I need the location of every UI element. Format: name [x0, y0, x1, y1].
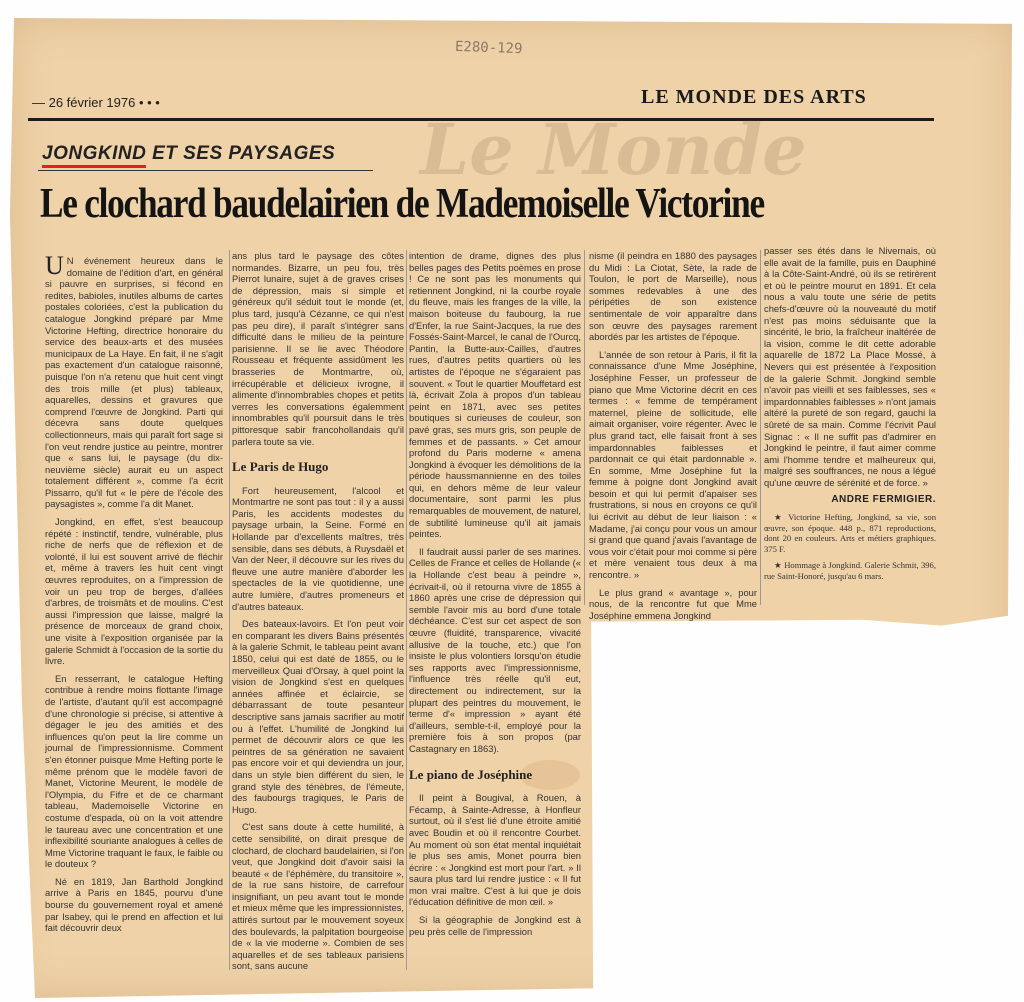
paragraph: nisme (il peindra en 1880 des paysages du Midi : La Ciotat, Sète, la rade de Toulon, le port de Marseille), nous sommes redevables à une des péripéties de son existence sentimentale de voir apparaître dans son œuvre des paysages rarement abordés par les artistes de l'époque. [589, 250, 757, 343]
paragraph: C'est sans doute à cette humilité, à cette sensibilité, on dirait presque de clochard, de clochard baudelairien, si l'on veut, que Jongkind doit d'avoir saisi la beauté « de l'éphémère, du transitoire », de la rue sans histoire, de carrefour insignifiant, un peu avant tout le monde et mieux même que les impressionnistes, attirés surtout par le mouvement soyeux des boulevards, la palpitation bourgeoise de « la vie moderne ». Combien de ses aquarelles et de ses tableaux parisiens sont, sans aucune [232, 821, 404, 972]
paragraph: Jongkind, en effet, s'est beaucoup répété : instinctif, tendre, vulnérable, plus riche de nerfs que de réflexion et de volonté, il lui est souvent arrivé de fléchir et, même à travers les huit cent vingt œuvres reproduites, on a l'impression de voir un peu trop de berges, d'allées d'arbres, de troismâts et de moulins. C'est aussi l'impression que laisse, malgré la présence de morceaux de grand choix, une visite à l'exposition organisée par la galerie Schmidt à l'occasion de la sortie du livre. [45, 516, 223, 667]
headline: Le clochard baudelairien de Mademoiselle Victorine [40, 181, 764, 227]
column-3 [409, 250, 581, 970]
kicker-rest: ET SES PAYSAGES [146, 143, 336, 164]
column-5 [764, 245, 936, 615]
paragraph: Il faudrait aussi parler de ses marines. Celles de France et celles de Hollande (« la Hollande c'est beau à peindre », écrivait-il, où il retourna vivre de 1855 à 1860 après une crise de dépression qui semble l'avoir mis au bord d'une totale déchéance. C'est sur cet aspect de son œuvre (fluidité, transparence, vivacité allusive de la touche, etc.) que l'on insiste le plus volontiers lorsqu'on étudie ses rapports avec l'impressionnisme, l'influence très réelle qu'il eut, directement ou indirectement, sur la plupart des peintres du mouvement, le terme d'« impression » ayant été d'ailleurs, semble-t-il, employé pour la première fois à son propos (par Castagnary en 1863). [409, 545, 581, 754]
dateline: — 26 février 1976 • • • [32, 95, 160, 110]
paragraph: intention de drame, dignes des plus belles pages des Petits poèmes en prose ! Ce ne sont pas les monuments qui retiennent Jongkind, ni la courbe royale du fleuve, mais les franges de la ville, la maison boiteuse du faubourg, la rue d'Enfer, la rue Saint-Jacques, la rue des Fossés-Saint-Marcel, le canal de l'Ourcq, Pantin, la Butte-aux-Cailles, d'autres rues, d'autres petits quartiers où les artistes de l'époque ne s'égaraient pas souvent. « Tout le quartier Mouffetard est là, écrivait Zola à propos d'un tableau peint en 1871, avec ses petites boutiques si curieuses de couleur, son pavé gras, ses murs gris, son peuple de femmes et de passants. » Cet amour profond du Paris moderne « amena Jongkind à évoquer les démolitions de la période haussmannienne en des toiles qui, en dehors même de leur valeur documentaire, sont parmi les plus remarquables de mouvement, de naturel, de subtilité lumineuse qu'il ait jamais peintes. [409, 250, 581, 540]
article-kicker [42, 143, 335, 165]
subheading-piano-de-josephine: Le piano de Joséphine [409, 766, 533, 782]
paragraph: Le plus grand « avantage », pour nous, de la rencontre fut que Mme Joséphine emmena Jongkind [589, 586, 757, 621]
drop-cap: U [45, 251, 64, 280]
paragraph: L'année de son retour à Paris, il fit la connaissance d'une Mme Joséphine, Joséphine Fesser, un professeur de piano que Mme Victorine décrit en ces termes : « femme de tempérament maternel, pleine de sollicitude, elle aimait organiser, voire régenter. Avec le plus grand tact, elle faisait front à ses impardonnables faiblesses et pardonnait ce qui était pardonnable ». En somme, Mme Joséphine fut la femme à poigne dont Jongkind avait besoin et qui lui permit d'apaiser ses frustrations, si nous en croyons ce qu'il lui écrivit au début de leur liaison : « Madame, j'ai conçu pour vous un amour si grand que quand j'avais l'avantage de vous voir c'était pour moi comme si père et mère venaient tous deux à ma rencontre. » [589, 348, 757, 581]
paragraph: Né en 1819, Jan Barthold Jongkind arrive à Paris en 1845, pourvu d'une bourse du gouvernement royal et amené par Isabey, qui le prend en affection et lui fait découvrir deux [45, 875, 223, 934]
section-title: LE MONDE DES ARTS [641, 86, 867, 108]
paragraph: En resserrant, le catalogue Hefting contribue à rendre moins flottante l'image de l'artiste, d'autant qu'il est accompagné d'une chronologie si précise, si attentive à dégager le jeu des amitiés et des influences qu'on peut la lire comme un journal de l'impressionnisme. Comment s'en étonner puisque Mme Hefting porte le même prénom que le modèle favori de Manet, Victorine Meurent, le modèle de l'Olympia, du Fifre et de ce charmant tableau, Mademoiselle Victorine en costume d'espada, où on la voit attendre le taureau avec une concentration et une inflexibilité souriante analogues à celles de Mme Victorine traquant le faux, le faible ou le douteux ? [45, 672, 223, 870]
subheading-paris-de-hugo: Le Paris de Hugo [232, 459, 329, 475]
paragraph: Si la géographie de Jongkind est à peu près celle de l'impression [409, 914, 581, 937]
column-2 [232, 250, 404, 975]
kicker-rule [38, 170, 373, 171]
show-through-masthead: Le Monde [420, 108, 807, 191]
paragraph: Il peint à Bougival, à Rouen, à Fécamp, à Sainte-Adresse, à Honfleur surtout, où il s'est lié d'une étroite amitié avec Boudin et où il rencontre Courbet. Au moment où son état mental inquiétait le plus ses amis, Monet pourra bien écrire : « Jongkind est mort pour l'art. » Il saura plus tard lui rendre justice : « Il fut mon vrai maître. C'est à lui que je dois l'éducation définitive de mon œil. » [409, 792, 581, 908]
paragraph: Fort heureusement, l'alcool et Montmartre ne sont pas tout : il y a aussi Paris, les accidents modestes du paysage urbain, la Seine. Formé en Hollande par d'excellents maîtres, très sensible, dans ses débuts, à Ruysdaël et Van der Neer, il découvre sur les rives du fleuve une autre manière d'aborder les spectacles de la vie quotidienne, une autre lumière, d'autres promeneurs et d'autres bateaux. [232, 484, 404, 612]
paragraph: ans plus tard le paysage des côtes normandes. Bizarre, un peu fou, très Pierrot lunaire, sujet à de graves crises de dépression, mais si simple et généreux qu'il séduit tout le monde (et, plus tard, jusqu'à Cézanne, ce qui n'est pas peu dire), il paraît s'intégrer sans difficulté dans le milieu de la peinture parisienne. Il se lie avec Théodore Rousseau et fréquente assidûment les brasseries de Montmartre, où, irrécupérable et délicieux ivrogne, il alimente d'innombrables chopes et petits verres les conversations égalemment innombrables qu'il poursuit dans le très pittoresque sabir francohollandais qu'il parlera toute sa vie. [232, 250, 404, 447]
paragraph-text: N événement heureux dans le domaine de l'édition d'art, en général si pauvre en surprises, si fécond en redites, babioles, inutiles albums de cartes postales coloriées, c'est la publication du catalogue Jongkind préparé par Mme Victorine Hefting, directrice honoraire du service des beaux-arts et des musées municipaux de La Haye. En fait, il ne s'agit pas exactement d'un catalogue raisonné, puisque l'on n'a retenu que huit cent vingt des trois mille (et plus) tableaux, aquarelles, dessins et gravures que comprend l'œuvre de Jongkind. Parti qui décevra sans doute quelques collectionneurs, mais qui paraît fort sage si l'on veut rendre justice au peintre, montrer que « sans lui, le paysage (du dix-neuvième siècle) aurait eu un aspect totalement différent », comme l'a écrit Pissarro, qu'il fut « le père de l'école des paysagistes », comme l'a dit Manet. [45, 255, 223, 510]
column-rule [229, 250, 230, 970]
footnote-book: ★ Victorine Hefting, Jongkind, sa vie, son œuvre, son époque. 448 p., 871 reproductions, dont 20 en couleurs. Arts et métiers graphiques. 375 F. [764, 512, 936, 554]
kicker-underlined: JONGKIND [42, 143, 146, 168]
footnote-exhibition: ★ Hommage à Jongkind. Galerie Schmit, 396, rue Saint-Honoré, jusqu'au 6 mars. [764, 560, 936, 581]
column-rule [584, 250, 585, 605]
paragraph [45, 251, 223, 510]
archive-mark: E280-129 [454, 38, 523, 58]
column-1 [45, 251, 223, 975]
column-4 [589, 250, 757, 621]
paragraph: passer ses étés dans le Nivernais, où elle avait de la famille, puis en Dauphiné à la Côte-Saint-André, où ils se retirèrent et où le peintre mourut en 1891. Et cela nous a valu toute une série de petits chefs-d'œuvre où la nouveauté du motif n'est pas moins séduisante que la sincérité, le brio, la fraîcheur inaltérée de la vision, comme le dit cette adorable aquarelle de 1872 La Place Mossé, à Nevers qui est présentée à l'exposition de la galerie Schmit. Jongkind semble n'avoir pas vieilli et ses faiblesses, ses « impardonnables faiblesses » n'ont jamais altéré la pureté de son regard, gauchi la sûreté de sa main. Comme l'écrivit Paul Signac : « Il ne suffit pas d'admirer en Jongkind le peintre, il faut aimer comme ami l'homme tendre et malheureux qui, malgré ses souffrances, ne nous a légué qu'une œuvre de sérénité et de force. » [764, 245, 936, 488]
author-signature: ANDRE FERMIGIER. [831, 494, 936, 506]
column-rule [760, 250, 761, 605]
column-rule [406, 250, 407, 970]
paragraph: Des bateaux-lavoirs. Et l'on peut voir en comparant les divers Bains présentés à la galerie Schmit, le tableau peint avant 1850, celui qui est daté de 1855, ou le merveilleux Quai d'Orsay, à quel point la vision de Jongkind s'est en quelques années affinée et éclaircie, se débarrassant de toute pesanteur descriptive sans jamais sacrifier au motif ou à l'effet. L'humilité de Jongkind lui permet de découvrir alors ce que les peintres de sa génération ne savaient pas encore voir et qui deviendra un jour, dans un style bien différent du sien, le grand style des ténèbres, de l'émeute, des faubourgs tragiques, le Paris de Hugo. [232, 618, 404, 815]
